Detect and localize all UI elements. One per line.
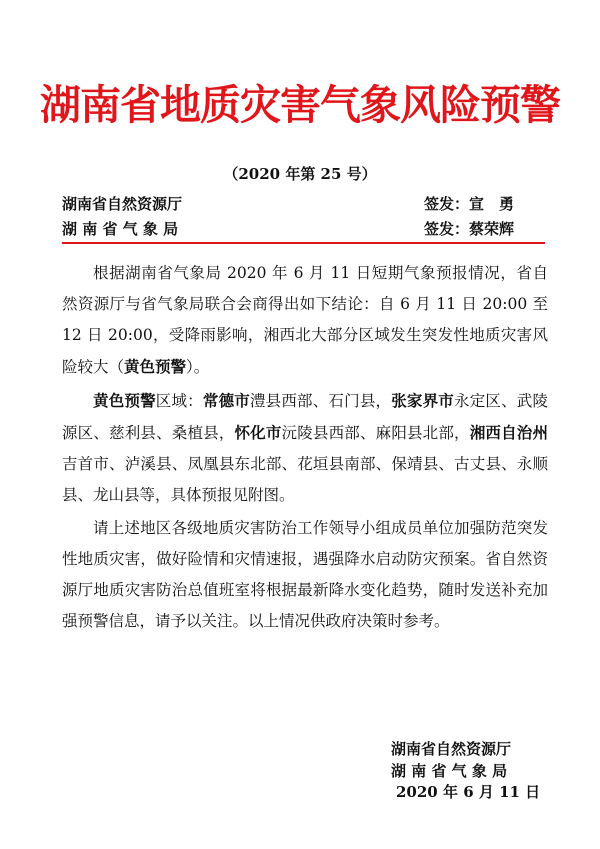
paragraph-conclusion: 根据湖南省气象局 2020 年 6 月 11 日短期气象预报情况，省自然资源厅与省气象局联合会商得出如下结论：自 6 月 11 日 20:00 至 12 日 20:00，受降雨影响，湘西北大部分区域发生突发性地质灾害风险较大（黄色预警）。 xyxy=(62,264,548,376)
city-changde: 常德市 xyxy=(202,391,250,410)
paragraph-warning-areas: 黄色预警区域：常德市澧县西部、石门县，张家界市永定区、武陵源区、慈利县、桑植县，怀化市沅陵县西部、麻阳县北部，湘西自治州吉首市、泸溪县、凤凰县东北部、花垣县南部、保靖县、古丈县、永顺县、龙山县等，具体预报见附图。 xyxy=(62,391,548,504)
city-huaihua: 怀化市 xyxy=(234,423,282,442)
header-signer-1: 签发：宣 勇 xyxy=(424,195,515,213)
paragraph-instructions: 请上述地区各级地质灾害防治工作领导小组成员单位加强防范突发性地质灾害，做好险情和灾情速报，遇强降水启动防灾预案。省自然资源厅地质灾害防治总值班室将根据最新降水变化趋势，随时发送补充加强预警信息，请予以关注。以上情况供政府决策时参考。 xyxy=(62,519,548,630)
header-signer-2: 签发：蔡荣辉 xyxy=(424,220,515,238)
red-divider xyxy=(62,242,545,244)
warning-level: 黄色预警 xyxy=(124,357,187,376)
document-body xyxy=(62,258,548,637)
document-title: 湖南省地质灾害气象风险预警 xyxy=(40,81,560,129)
city-xiangxi: 湘西自治州 xyxy=(469,423,548,442)
header-org-2: 湖 南 省 气 象 局 xyxy=(62,220,179,238)
footer-date: 2020 年 6 月 11 日 xyxy=(396,783,541,801)
issue-number: （2020 年第 25 号） xyxy=(223,165,377,183)
warning-label: 黄色预警 xyxy=(93,391,156,410)
header-org-1: 湖南省自然资源厅 xyxy=(62,195,183,213)
footer-org-2: 湖 南 省 气 象 局 xyxy=(391,762,508,780)
city-zhangjiajie: 张家界市 xyxy=(391,391,454,410)
footer-org-1: 湖南省自然资源厅 xyxy=(391,740,512,758)
